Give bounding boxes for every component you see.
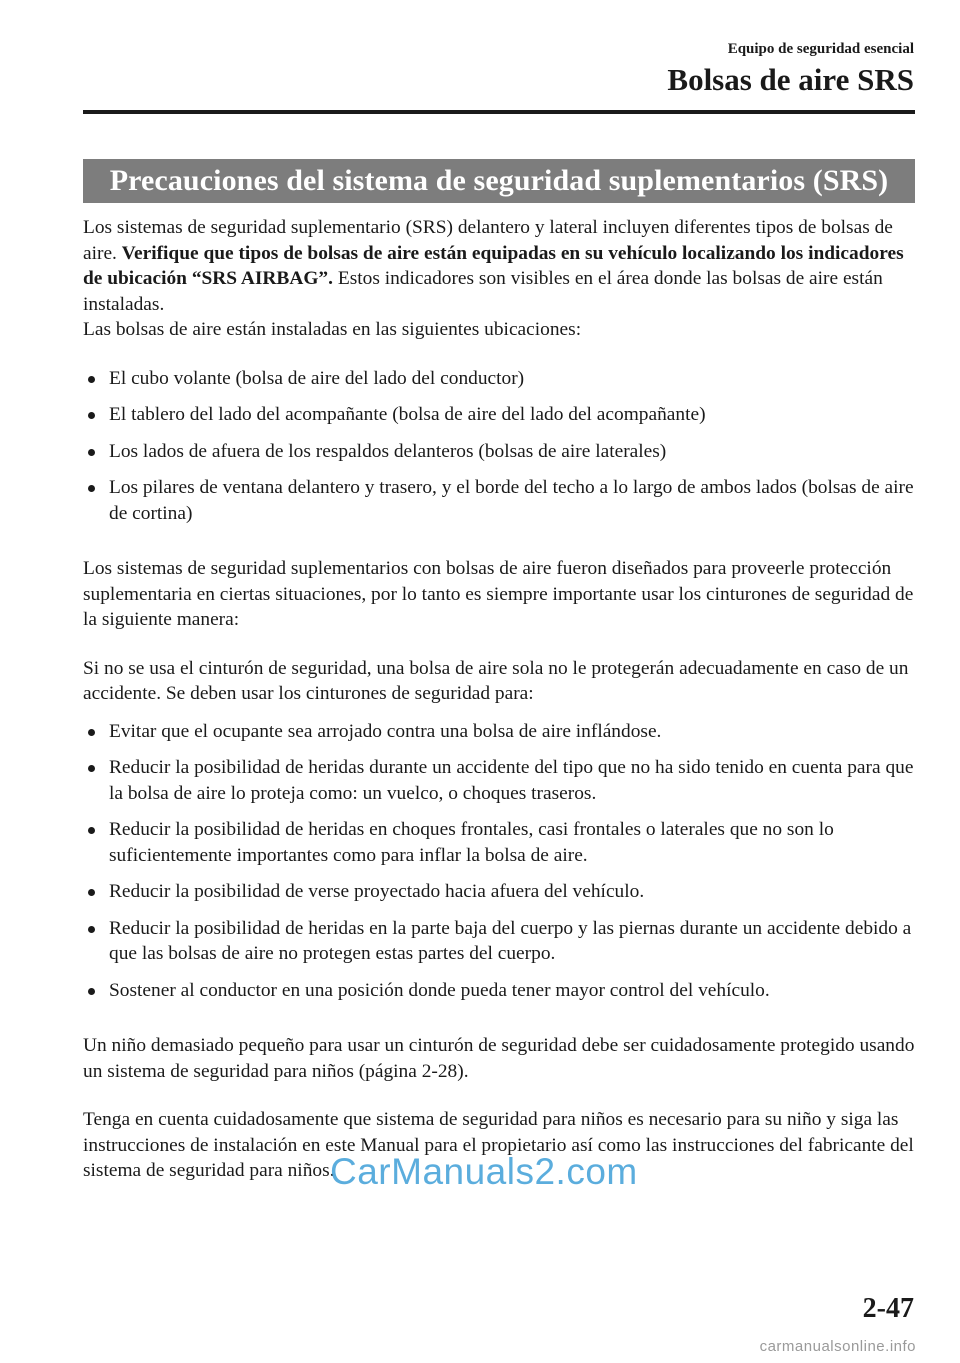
child-paragraph: Un niño demasiado pequeño para usar un cinturón de seguridad debe ser cuidadosamente protegido usando un sistema de seguridad para niños (página 2-28). [83, 1035, 915, 1082]
locations-lead: Las bolsas de aire están instaladas en las siguientes ubicaciones: [83, 319, 582, 340]
section-banner: Precauciones del sistema de seguridad suplementarios (SRS) [83, 159, 915, 203]
section-label: Equipo de seguridad esencial [727, 41, 914, 57]
header-rule [83, 110, 915, 114]
list-item: El cubo volante (bolsa de aire del lado del conductor) [83, 366, 915, 392]
instructions-paragraph: Tenga en cuenta cuidadosamente que sistema de seguridad para niños es necesario para su niño y siga las instrucciones de instalación en este Manual para el propietario así como las instrucciones del fabricante del sistema de seguridad para niños. [83, 1109, 914, 1181]
list-item: Reducir la posibilidad de verse proyectado hacia afuera del vehículo. [83, 879, 915, 905]
list-item: El tablero del lado del acompañante (bolsa de aire del lado del acompañante) [83, 402, 915, 428]
intro-text: Los sistemas de seguridad suplementario (SRS) delantero y lateral incluyen diferentes tipos de bolsas de aire. [83, 217, 893, 264]
list-item: Reducir la posibilidad de heridas durante un accidente del tipo que no ha sido tenido en cuenta para que la bolsa de aire lo proteja como: un vuelco, o choques traseros. [83, 755, 915, 806]
page-number: 2-47 [862, 1293, 914, 1324]
intro-paragraph [83, 215, 915, 317]
list-item: Sostener al conductor en una posición donde pueda tener mayor control del vehículo. [83, 978, 915, 1004]
belt-paragraph: Si no se usa el cinturón de seguridad, una bolsa de aire sola no le protegerán adecuadamente en caso de un accidente. Se deben usar los cinturones de seguridad para: [83, 657, 909, 704]
list-item: Los pilares de ventana delantero y trasero, y el borde del techo a lo largo de ambos lados (bolsas de aire de cortina) [83, 475, 915, 526]
page-header [667, 40, 914, 98]
reasons-list [83, 719, 915, 1004]
intro-bold-text: Verifique que tipos de bolsas de aire están equipadas en su vehículo localizando los indicadores de ubicación “SRS AIRBAG”. [83, 242, 904, 289]
list-item: Evitar que el ocupante sea arrojado contra una bolsa de aire inflándose. [83, 719, 915, 745]
page-content [83, 215, 915, 1184]
locations-list [83, 366, 915, 527]
list-item: Reducir la posibilidad de heridas en la parte baja del cuerpo y las piernas durante un accidente debido a que las bolsas de aire no protegen estas partes del cuerpo. [83, 916, 915, 967]
list-item: Los lados de afuera de los respaldos delanteros (bolsas de aire laterales) [83, 439, 915, 465]
intro-text-after: Estos indicadores son visibles en el área donde las bolsas de aire están instaladas. [83, 268, 883, 315]
site-watermark: CarManuals2.com [330, 1151, 638, 1192]
design-paragraph: Los sistemas de seguridad suplementarios con bolsas de aire fueron diseñados para proveerle protección suplementaria en ciertas situaciones, por lo tanto es siempre importante usar los cinturones de seguridad de la siguiente manera: [83, 558, 914, 630]
list-item: Reducir la posibilidad de heridas en choques frontales, casi frontales o laterales que no son lo suficientemente importantes como para inflar la bolsa de aire. [83, 817, 915, 868]
footer-watermark: carmanualsonline.info [759, 1338, 916, 1355]
chapter-title: Bolsas de aire SRS [667, 62, 914, 97]
